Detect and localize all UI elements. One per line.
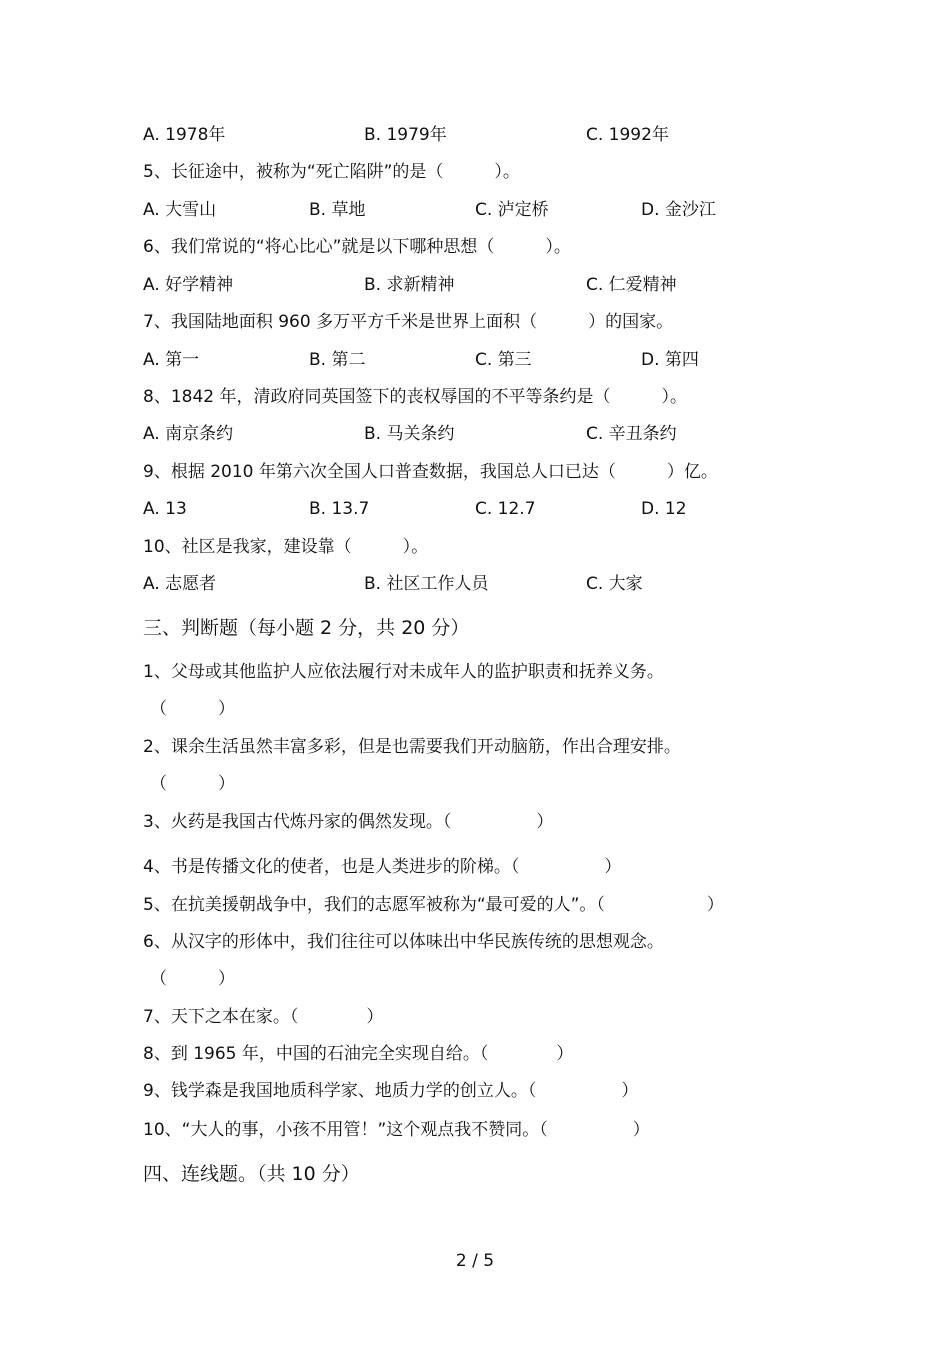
statement-text: 6、从汉字的形体中，我们往往可以体味出中华民族传统的思想观念。	[143, 932, 664, 952]
option-c: C. 1992年	[586, 125, 669, 145]
question-text: 9、根据 2010 年第六次全国人口普查数据，我国总人口已达（ ）亿。	[143, 462, 718, 482]
option-a: A. 第一	[143, 350, 200, 370]
option-a: A. 南京条约	[143, 424, 234, 444]
q5-options	[0, 198, 950, 222]
judge-5	[0, 893, 950, 917]
judge-1-answer	[0, 697, 950, 721]
question-text: 6、我们常说的“将心比心”就是以下哪种思想（ ）。	[143, 237, 571, 257]
option-c: C. 大家	[586, 574, 643, 594]
option-a: A. 好学精神	[143, 275, 234, 295]
statement-text: 2、课余生活虽然丰富多彩，但是也需要我们开动脑筋，作出合理安排。	[143, 737, 681, 757]
option-a: A. 志愿者	[143, 574, 217, 594]
answer-paren: （ ）	[150, 699, 235, 719]
question-text: 5、长征途中，被称为“死亡陷阱”的是（ ）。	[143, 162, 520, 182]
option-d: D. 金沙江	[641, 200, 716, 220]
question-text: 8、1842 年，清政府同英国签下的丧权辱国的不平等条约是（ ）。	[143, 387, 687, 407]
option-b: B. 第二	[309, 350, 366, 370]
statement-text: 1、父母或其他监护人应依法履行对未成年人的监护职责和抚养义务。	[143, 662, 664, 682]
option-c: C. 泸定桥	[475, 200, 549, 220]
judge-10	[0, 1118, 950, 1142]
q7-options	[0, 348, 950, 372]
option-c: C. 12.7	[475, 499, 536, 519]
section-title: 三、判断题（每小题 2 分，共 20 分）	[143, 617, 470, 639]
option-b: B. 草地	[309, 200, 366, 220]
statement-text: 4、书是传播文化的使者，也是人类进步的阶梯。（ ）	[143, 857, 622, 877]
judge-8	[0, 1042, 950, 1066]
statement-text: 3、火药是我国古代炼丹家的偶然发现。（ ）	[143, 812, 554, 832]
question-8	[0, 385, 950, 409]
option-a: A. 大雪山	[143, 200, 217, 220]
statement-text: 9、钱学森是我国地质科学家、地质力学的创立人。（ ）	[143, 1081, 639, 1101]
question-text: 10、社区是我家，建设靠（ ）。	[143, 537, 429, 557]
question-9	[0, 460, 950, 484]
page-number: 2 / 5	[455, 1251, 495, 1271]
q10-options	[0, 572, 950, 596]
question-10	[0, 535, 950, 559]
answer-paren: （ ）	[150, 969, 235, 989]
option-d: D. 第四	[641, 350, 699, 370]
option-b: B. 1979年	[364, 125, 447, 145]
question-text: 7、我国陆地面积 960 多万平方千米是世界上面积（ ）的国家。	[143, 312, 674, 332]
question-5	[0, 160, 950, 184]
q9-options	[0, 497, 950, 521]
judge-7	[0, 1005, 950, 1029]
question-6	[0, 235, 950, 259]
judge-2	[0, 735, 950, 759]
judge-1	[0, 660, 950, 684]
statement-text: 7、天下之本在家。（ ）	[143, 1007, 384, 1027]
judge-3	[0, 810, 950, 834]
judge-2-answer	[0, 772, 950, 796]
q4-options	[0, 123, 950, 147]
option-a: A. 13	[143, 499, 187, 519]
judge-4	[0, 855, 950, 879]
judge-9	[0, 1079, 950, 1103]
answer-paren: （ ）	[150, 774, 235, 794]
statement-text: 5、在抗美援朝战争中，我们的志愿军被称为“最可爱的人”。（ ）	[143, 895, 724, 915]
option-a: A. 1978年	[143, 125, 226, 145]
q8-options	[0, 422, 950, 446]
option-b: B. 13.7	[309, 499, 370, 519]
option-b: B. 求新精神	[364, 275, 455, 295]
option-c: C. 辛丑条约	[586, 424, 677, 444]
question-7	[0, 310, 950, 334]
option-b: B. 马关条约	[364, 424, 455, 444]
statement-text: 8、到 1965 年，中国的石油完全实现自给。（ ）	[143, 1044, 574, 1064]
section-4-title	[0, 1162, 950, 1186]
option-b: B. 社区工作人员	[364, 574, 489, 594]
section-3-title	[0, 616, 950, 640]
option-d: D. 12	[641, 499, 687, 519]
judge-6-answer	[0, 967, 950, 991]
judge-6	[0, 930, 950, 954]
option-c: C. 第三	[475, 350, 532, 370]
statement-text: 10、“大人的事，小孩不用管！”这个观点我不赞同。（ ）	[143, 1120, 650, 1140]
option-c: C. 仁爱精神	[586, 275, 677, 295]
q6-options	[0, 273, 950, 297]
section-title: 四、连线题。（共 10 分）	[143, 1163, 360, 1185]
